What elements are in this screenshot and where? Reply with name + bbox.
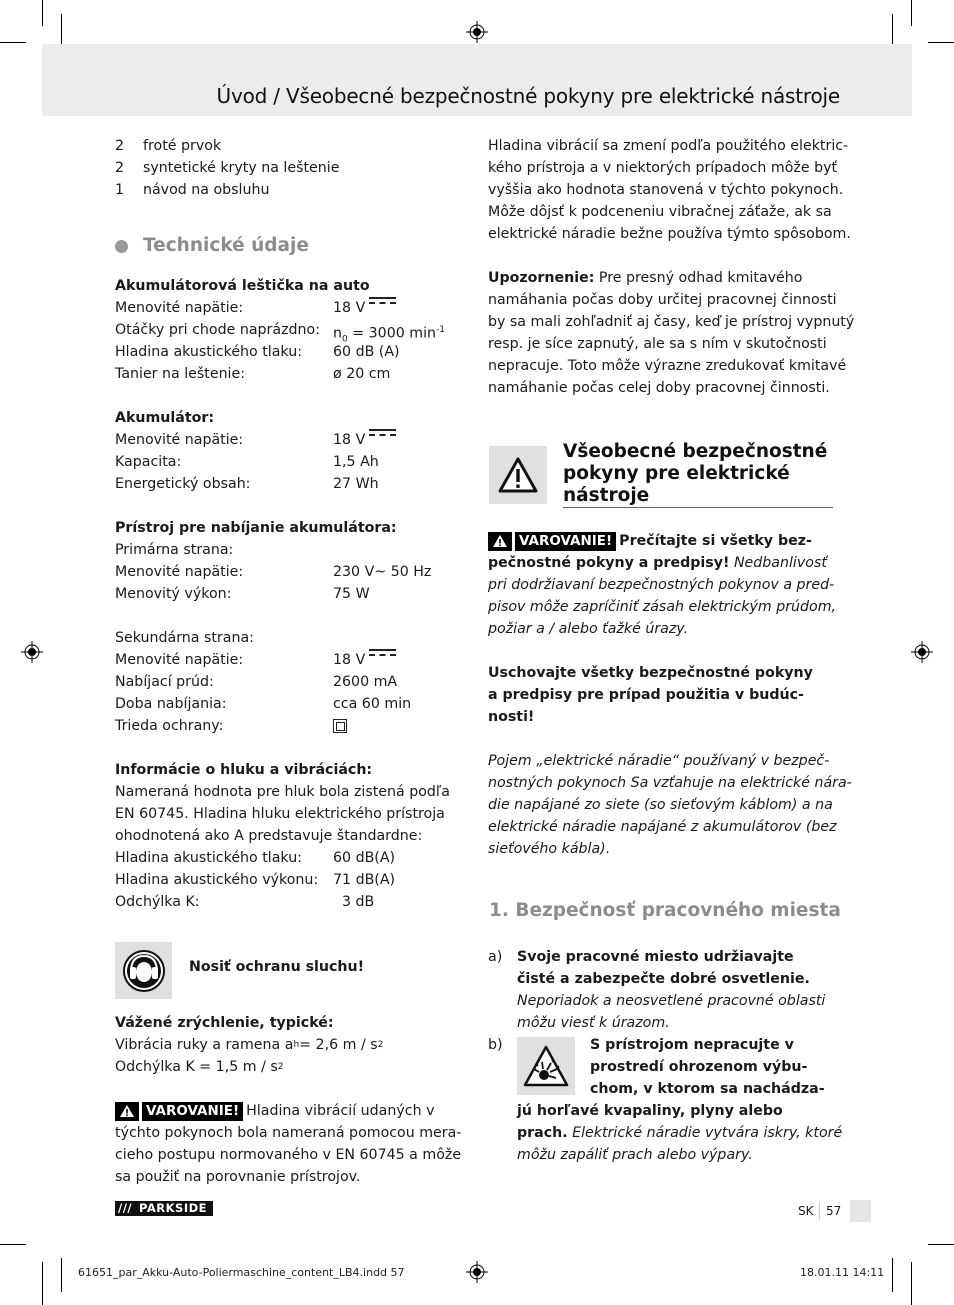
protection-class-ii-icon — [333, 719, 347, 733]
crop-mark — [61, 1258, 62, 1292]
title-underline — [563, 507, 833, 508]
left-column: 2 froté prvok 2 syntetické kryty na leštenie 1 návod na obsluhu Technické údaje Akumulátorová leštička na auto Menovité napätie: 18 V Otáčky pri chode naprázdno: $n_0 = 3000$ $\min^{-1}$ Hladina akustického tlaku: 60 dB (A) Tanier na leštenie: ø 20 cm Akumulátor: Menovité napätie: 18 V Kapacita: 1,5 Ah Energetický obsah: 27 Wh Prístroj pre nabíjanie akumulátora: Primárna strana: Menovité napätie: 230 V~ 50 Hz Menovitý výkon: 75 W Sekundárna strana: Menovité napätie: 18 V Nabíjací prúd: 2600 mA Doba nabíjania: cca 60 min Trieda ochrany: Informácie o hluku a vibráciách: Nameraná hodnota pre hluk bola zistená podľa EN 60745. Hladina hluku elektrického prístroja ohodnotená ako A predstavuje štandardne: Hladina akustického tlaku: 60 dB(A) Hladina akustického výkonu: 71 dB(A) Odchýlka K: 3 dB — [115, 135, 460, 913]
spec-row: Kapacita: 1,5 Ah — [115, 454, 379, 470]
spec-row: Hladina akustického tlaku: 60 dB(A) — [115, 850, 396, 866]
spec-row: Menovité napätie: 18 V — [115, 649, 460, 671]
spec-row: Sekundárna strana: — [115, 630, 254, 646]
spec-row: Doba nabíjania: cca 60 min — [115, 696, 412, 712]
crop-mark — [0, 42, 26, 43]
slug-file: 61651_par_Akku-Auto-Poliermaschine_content_LB4.indd 57 — [78, 1266, 405, 1279]
subheading: Akumulátorová leštička na auto — [115, 278, 370, 294]
general-warning-box — [489, 446, 547, 504]
item-a: a) Svoje pracovné miesto udržiavajte čisté a zabezpečte dobré osvetlenie. Neporiadok a neosvetlené pracovné oblasti môžu viesť k úrazom. — [488, 949, 826, 1031]
section-heading — [115, 233, 460, 259]
crop-mark — [0, 1244, 26, 1245]
bullet-icon — [115, 240, 128, 253]
crop-mark — [42, 0, 43, 26]
dc-symbol-icon — [369, 297, 396, 319]
item-b: b) S prístrojom nepracujte v prostredí ohrozenom výbu- chom, v ktorom sa nachádza- jú horľavé kvapaliny, plyny alebo prach. Elektrické náradie vytvára iskry, ktoré môžu zapáliť prach alebo výpary. — [488, 1037, 843, 1163]
subheading: Prístroj pre nabíjanie akumulátora: — [115, 520, 397, 536]
spec-row: Trieda ochrany: — [115, 715, 460, 737]
general-safety-title: Všeobecné bezpečnostné pokyny pre elektrické nástroje — [563, 441, 828, 506]
section-title: Technické údaje — [143, 235, 309, 256]
spec-row: Odchýlka K: 3 dB — [115, 894, 375, 910]
registration-mark-icon — [911, 641, 933, 663]
spec-row: Otáčky pri chode naprázdno: $n_0 = 3000$ $\min^{-1}$ — [115, 322, 445, 345]
section-heading-workplace: 1. Bezpečnosť pracovného miesta — [489, 900, 841, 921]
spec-row: Menovitý výkon: 75 W — [115, 586, 370, 602]
warning-triangle-icon — [119, 1104, 135, 1118]
warning-badge: VAROVANIE! — [115, 1102, 243, 1121]
brand-logo: /// PARKSIDE — [115, 1201, 213, 1216]
list-item: 2 syntetické kryty na leštenie — [115, 160, 340, 176]
spec-row: Nabíjací prúd: 2600 mA — [115, 674, 398, 690]
page-title: Úvod / Všeobecné bezpečnostné pokyny pre elektrické nástroje — [216, 84, 840, 108]
spec-row: Hladina akustického tlaku: 60 dB (A) — [115, 344, 400, 360]
list-item: 2 froté prvok — [115, 138, 222, 154]
crop-mark — [892, 14, 893, 48]
dc-symbol-icon — [369, 429, 396, 451]
spec-row: Vibrácia ruky a ramena a h = 2,6 m / s 2 — [115, 1037, 384, 1053]
spec-row: Hladina akustického výkonu: 71 dB(A) — [115, 872, 396, 888]
warning-badge: VAROVANIE! — [488, 532, 616, 551]
registration-mark-icon — [466, 21, 488, 43]
list-item: 1 návod na obsluhu — [115, 182, 270, 198]
crop-mark — [928, 1244, 954, 1245]
right-column-middle: VAROVANIE! Prečítajte si všetky bez- pečnostné pokyny a predpisy! Nedbanlivosť pri dodržiavaní bezpečnostných pokynov a pred- pisov môže zapríčiniť zásah elektrickým prúdom, požiar a / alebo ťažké úrazy. Uschovajte všetky bezpečnostné pokyny a predpisy pre prípad použitia v budúc- nosti! Pojem „elektrické náradie“ používaný v bezpeč- nostných pokynoch Sa vzťahuje na elektrické nára- die napájané zo siete (so sieťovým káblom) a na elektrické náradie napájané z akumulátorov (bez sieťového kábla). — [488, 532, 852, 857]
slug-date: 18.01.11 14:11 — [800, 1266, 885, 1279]
spec-row: Menovité napätie: 18 V — [115, 297, 460, 319]
dc-symbol-icon — [369, 649, 396, 671]
crop-mark — [911, 1262, 912, 1305]
right-column: Hladina vibrácií sa zmení podľa použitého elektric- kého prístroja a v niektorých prípadoch môže byť vyššia ako hodnota stanovená v týchto pokynoch. Môže dôjsť k podceneniu vibračnej záťaže, ak sa elektrické náradie bežne používa týmto spôsobom. Upozornenie: Pre presný odhad kmitavého namáhania počas doby určitej pracovnej činnosti by sa mali zohľadniť aj časy, keď je prístroj vypnutý resp. je síce zapnutý, ale sa s ním v skutočnosti nepracuje. Toto môže výrazne zredukovať kmitavé namáhanie počas celej doby pracovnej činnosti. — [488, 138, 855, 396]
registration-mark-icon — [21, 641, 43, 663]
warning-triangle-icon — [492, 534, 508, 548]
subheading: Informácie o hluku a vibráciách: — [115, 762, 373, 778]
spec-row: Menovité napätie: 18 V — [115, 429, 460, 451]
left-column-bottom: Vážené zrýchlenie, typické: Vibrácia ruky a ramena a h = 2,6 m / s 2 Odchýlka K = 1,5 m / s 2 VAROVANIE! Hladina vibrácií udaných v týchto pokynoch bola nameraná pomocou mera- cieho postupu normovaného v EN 60745 a môže sa použiť na porovnanie prístrojov. — [115, 1012, 460, 1188]
page-indicator: SK 57 — [798, 1200, 873, 1222]
crop-mark — [911, 0, 912, 26]
spec-row: Primárna strana: — [115, 542, 234, 558]
ear-protection-box — [115, 942, 172, 999]
ear-protection-label: Nosiť ochranu sluchu! — [189, 959, 365, 975]
crop-mark — [892, 1258, 893, 1292]
warning-line: VAROVANIE! Hladina vibrácií udaných v — [115, 1100, 460, 1122]
crop-mark — [61, 14, 62, 48]
subheading: Vážené zrýchlenie, typické: — [115, 1015, 334, 1031]
spec-row: Odchýlka K = 1,5 m / s 2 — [115, 1059, 284, 1075]
subheading: Akumulátor: — [115, 410, 215, 426]
spec-row: Tanier na leštenie: ø 20 cm — [115, 366, 391, 382]
ear-protection-icon — [123, 950, 165, 992]
warning-triangle-icon — [498, 457, 538, 493]
spec-row: Energetický obsah: 27 Wh — [115, 476, 379, 492]
crop-mark — [42, 1262, 43, 1305]
spec-row: Menovité napätie: 230 V~ 50 Hz — [115, 564, 432, 580]
registration-mark-icon — [466, 1261, 488, 1283]
crop-mark — [928, 42, 954, 43]
